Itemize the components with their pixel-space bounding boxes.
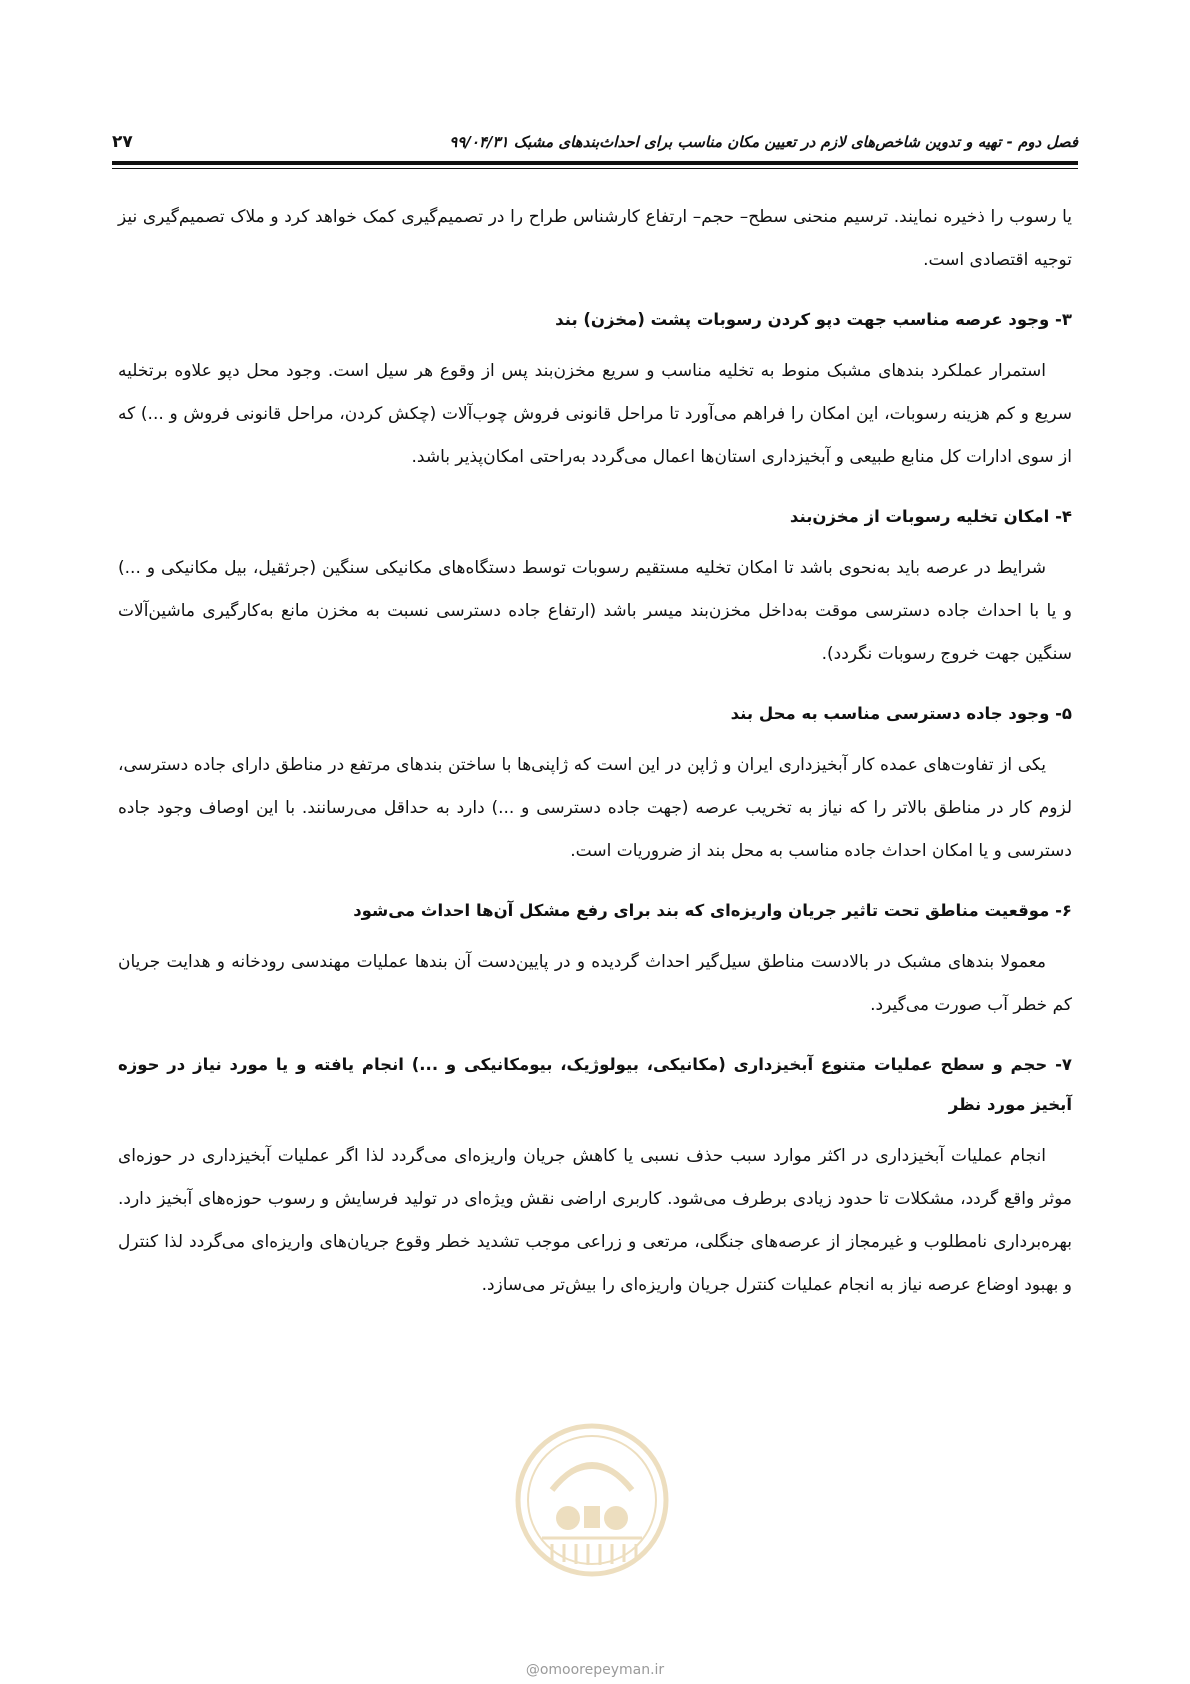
spacer	[118, 340, 1072, 350]
section-heading: ۳- وجود عرصه مناسب جهت دپو کردن رسوبات پشت (مخزن) بند	[555, 310, 1072, 329]
spacer	[118, 931, 1072, 941]
page-header	[112, 126, 1078, 158]
header-title: فصل دوم - تهیه و تدوین شاخص‌های لازم در تعیین مکان مناسب برای احداث‌بندهای مشبک ۹۹/۰۴/۳۱	[449, 133, 1078, 151]
spacer	[118, 676, 1072, 694]
spacer	[118, 537, 1072, 547]
section-heading: ۶- موقعیت مناطق تحت تاثیر جریان واریزه‌ای که بند برای رفع مشکل آن‌ها احداث می‌شود	[353, 901, 1072, 920]
page-number: ۲۷	[112, 132, 133, 152]
body-paragraph: معمولا بندهای مشبک در بالادست مناطق سیل‌گیر احداث گردیده و در پایین‌دست آن بندها عملیات مهندسی رودخانه و هدایت جریان کم خطر آب صورت می‌گیرد.	[118, 952, 1072, 1015]
section-heading: ۵- وجود جاده دسترسی مناسب به محل بند	[730, 704, 1072, 723]
spacer	[118, 734, 1072, 744]
spacer	[118, 1027, 1072, 1045]
spacer	[118, 282, 1072, 300]
body-paragraph: استمرار عملکرد بندهای مشبک منوط به تخلیه مناسب و سریع مخزن‌بند پس از وقوع هر سیل است. وجود محل دپو علاوه برتخلیه سریع و کم هزینه رسوبات، این امکان را فراهم می‌آورد تا مراحل قانونی فروش چوب‌آلات (چکش کردن، مراحل قانونی فروش و ...) که از سوی ادارات کل منابع طبیعی و آبخیزداری استان‌ها اعمال می‌گردد به‌راحتی امکان‌پذیر باشد.	[118, 361, 1072, 467]
spacer	[118, 479, 1072, 497]
body-paragraph: یکی از تفاوت‌های عمده کار آبخیزداری ایران و ژاپن در این است که ژاپنی‌ها با ساختن بندهای مرتفع در مناطق دارای جاده دسترسی، لزوم کار در مناطق بالاتر را که نیاز به تخریب عرصه (جهت جاده دسترسی و ...) دارد به حداقل می‌رسانند. با این اوصاف وجود جاده دسترسی و یا امکان احداث جاده مناسب به محل بند از ضروریات است.	[118, 755, 1072, 861]
section-heading: ۷- حجم و سطح عملیات متنوع آبخیزداری (مکانیکی، بیولوژیک، بیومکانیکی و ...) انجام یافته و یا مورد نیاز در حوزه آبخیز مورد نظر	[118, 1055, 1072, 1114]
watermark-url: @omoorepeyman.ir	[525, 1662, 665, 1678]
body-paragraph: انجام عملیات آبخیزداری در اکثر موارد سبب حذف نسبی یا کاهش جریان واریزه‌ای می‌گردد لذا اگر عملیات آبخیزداری در حوزه‌ای موثر واقع گردد، مشکلات تا حدود زیادی برطرف می‌شود. کاربری اراضی نقش ویژه‌ای در تولید فرسایش و رسوب حوزه‌های آبخیز دارد. بهره‌برداری نامطلوب و غیرمجاز از عرصه‌های جنگلی، مرتعی و زراعی موجب تشدید خطر وقوع جریان‌های واریزه‌ای می‌گردد لذا کنترل و بهبود اوضاع عرصه نیاز به انجام عملیات کنترل جریان واریزه‌ای را بیش‌تر می‌سازد.	[118, 1146, 1072, 1295]
spacer	[118, 1125, 1072, 1135]
section-heading: ۴- امکان تخلیه رسوبات از مخزن‌بند	[789, 507, 1072, 526]
document-body	[118, 196, 1072, 1307]
watermark-logo-icon	[512, 1420, 672, 1580]
body-paragraph: شرایط در عرصه باید به‌نحوی باشد تا امکان تخلیه مستقیم رسوبات توسط دستگاه‌های مکانیکی سنگین (جرثقیل، بیل مکانیکی و ...) و یا با احداث جاده دسترسی موقت به‌داخل مخزن‌بند میسر باشد (ارتفاع جاده دسترسی نسبت به مخزن مانع به‌کارگیری ماشین‌آلات سنگین جهت خروج رسوبات نگردد).	[118, 558, 1072, 664]
body-paragraph: یا رسوب را ذخیره نمایند. ترسیم منحنی سطح– حجم– ارتفاع کارشناس طراح را در تصمیم‌گیری کمک خواهد کرد و ملاک تصمیم‌گیری نیز توجیه اقتصادی است.	[118, 207, 1072, 270]
header-rule-thick	[112, 161, 1078, 165]
header-rule-thin	[112, 168, 1078, 169]
spacer	[118, 873, 1072, 891]
